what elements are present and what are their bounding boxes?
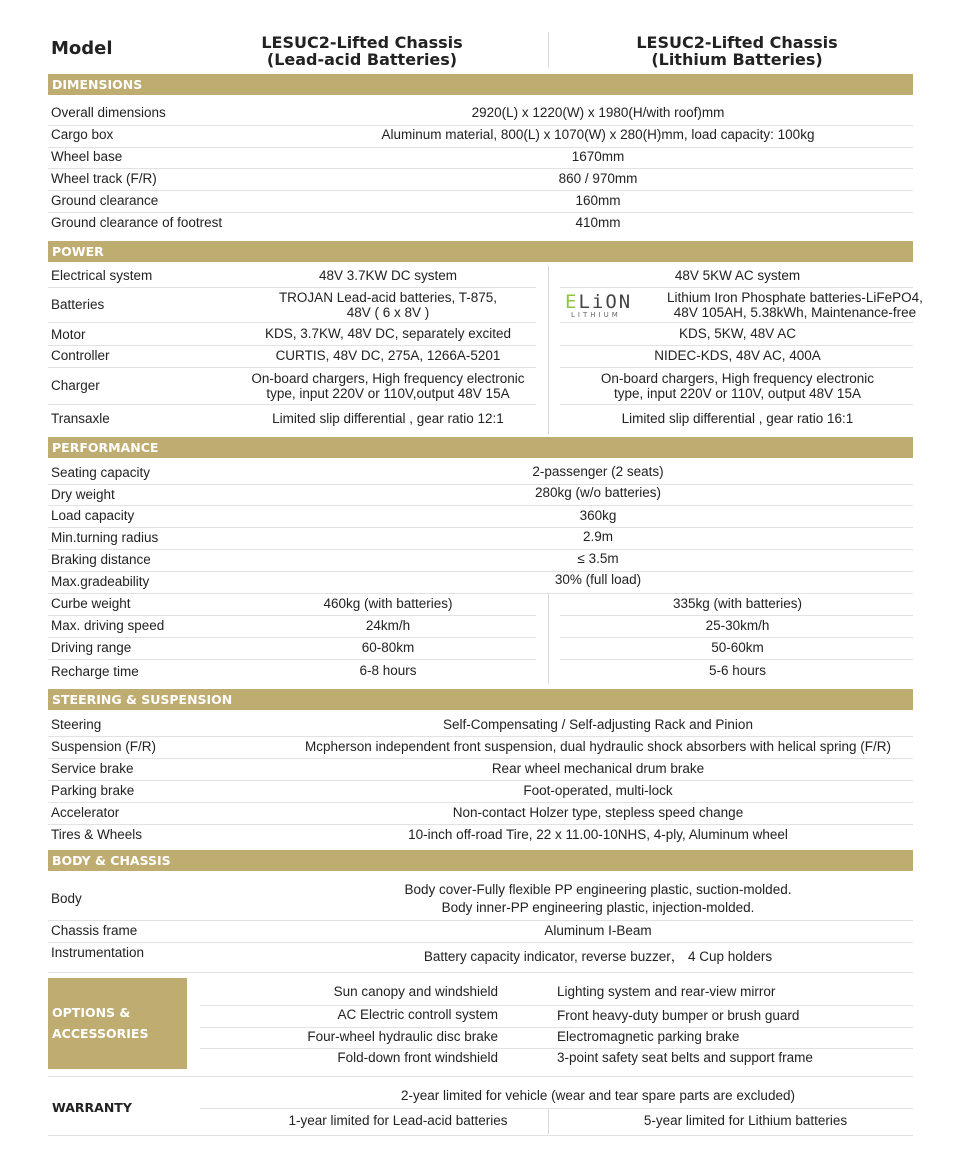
elion-lithium-logo: ELiON LITHIUM [565,291,633,319]
section-steering-suspension: STEERING & SUSPENSION [48,689,913,710]
row-label: Ground clearance of footrest [51,215,223,230]
warranty-heading: WARRANTY [52,1100,132,1115]
row-label: Cargo box [51,127,114,142]
lead-acid-value: 24km/h [365,618,411,633]
lithium-value: type, input 220V or 110V, output 48V 15A [614,386,861,401]
lithium-value: KDS, 5KW, 48V AC [678,326,797,341]
row-value: 160mm [575,193,621,208]
section-options-accessories [48,978,187,1069]
column-divider [548,32,549,68]
lead-acid-value: 48V 3.7KW DC system [318,268,458,283]
row-value: Battery capacity indicator, reverse buzzer， 4 Cup holders [423,949,773,964]
option-item: Sun canopy and windshield [333,984,498,999]
row-label: Steering [51,717,102,732]
lead-acid-value: 48V ( 6 x 8V ) [346,305,430,320]
model-heading: Model [51,38,113,59]
row-label: Charger [51,378,100,393]
column-divider [548,594,549,684]
lithium-value: 48V 105AH, 5.38kWh, Maintenance-free [673,305,917,320]
section-label-line: ACCESSORIES [52,1026,149,1041]
row-label: Braking distance [51,552,151,567]
row-value: 10-inch off-road Tire, 22 x 11.00-10NHS, 4-ply, Aluminum wheel [408,827,788,842]
row-value: 2-passenger (2 seats) [532,464,664,479]
option-item: 3-point safety seat belts and support frame [557,1050,813,1065]
row-label: Overall dimensions [51,105,166,120]
row-value: 2.9m [582,529,613,544]
option-item: Four-wheel hydraulic disc brake [307,1029,498,1044]
lead-acid-value: KDS, 3.7KW, 48V DC, separately excited [264,326,512,341]
row-value: 280kg (w/o batteries) [534,485,662,500]
column-heading-lead-acid [212,34,512,68]
row-value: Foot-operated, multi-lock [523,783,673,798]
column-heading-lithium [587,34,887,68]
row-label: Dry weight [51,487,115,502]
lithium-value: Limited slip differential , gear ratio 16:1 [621,411,854,426]
row-label: Motor [51,327,86,342]
row-value: Mcpherson independent front suspension, dual hydraulic shock absorbers with helical spring (F/R) [304,739,892,754]
lithium-value: On-board chargers, High frequency electronic [600,371,875,386]
lead-acid-value: On-board chargers, High frequency electronic [251,371,525,386]
row-value: Aluminum I-Beam [544,923,652,938]
row-label: Curbe weight [51,596,131,611]
lead-acid-value: 460kg (with batteries) [323,596,453,611]
row-label: Max.gradeability [51,574,150,589]
option-item: Electromagnetic parking brake [557,1029,740,1044]
column-divider [548,266,549,434]
row-value: Aluminum material, 800(L) x 1070(W) x 280(H)mm, load capacity: 100kg [381,127,815,142]
lithium-value: Lithium Iron Phosphate batteries-LiFePO4, [667,290,923,305]
row-label: Wheel base [51,149,123,164]
row-label: Max. driving speed [51,618,165,633]
option-item: Lighting system and rear-view mirror [557,984,776,999]
row-value: Rear wheel mechanical drum brake [491,761,705,776]
row-label: Min.turning radius [51,530,159,545]
row-value: Body inner-PP engineering plastic, injection-molded. [441,900,755,915]
row-value: Non-contact Holzer type, stepless speed change [452,805,744,820]
row-label: Controller [51,348,110,363]
row-label: Batteries [51,297,105,312]
row-label: Suspension (F/R) [51,739,157,754]
row-label: Transaxle [51,411,110,426]
option-item: AC Electric controll system [337,1007,498,1022]
row-value: ≤ 3.5m [577,551,619,566]
section-body-chassis: BODY & CHASSIS [48,850,913,871]
row-value: 860 / 970mm [558,171,638,186]
lead-acid-value: 60-80km [361,640,415,655]
row-value: 30% (full load) [554,572,642,587]
column-divider [548,1109,549,1134]
lithium-value: 5-6 hours [708,663,767,678]
warranty-lithium: 5-year limited for Lithium batteries [643,1113,848,1128]
row-label: Accelerator [51,805,120,820]
column-heading-line: LESUC2-Lifted Chassis [636,33,838,52]
lithium-value: 335kg (with batteries) [672,596,803,611]
lead-acid-value: CURTIS, 48V DC, 275A, 1266A-5201 [275,348,501,363]
lead-acid-value: Limited slip differential , gear ratio 12:1 [272,411,504,426]
section-label-line: OPTIONS & [52,1005,131,1020]
row-label: Service brake [51,761,134,776]
row-label: Driving range [51,640,132,655]
warranty-vehicle: 2-year limited for vehicle (wear and tear spare parts are excluded) [401,1088,795,1103]
row-value: 410mm [575,215,621,230]
lithium-value: 25-30km/h [705,618,770,633]
warranty-lead-acid: 1-year limited for Lead-acid batteries [288,1113,508,1128]
row-value: 1670mm [571,149,625,164]
lead-acid-value: type, input 220V or 110V,output 48V 15A [266,386,510,401]
row-label: Electrical system [51,268,153,283]
row-label: Wheel track (F/R) [51,171,157,186]
row-value: Body cover-Fully flexible PP engineering plastic, suction-molded. [404,882,792,897]
row-label: Seating capacity [51,465,151,480]
section-dimensions: DIMENSIONS [48,74,913,95]
row-label: Chassis frame [51,923,138,938]
column-heading-line: (Lead-acid Batteries) [266,50,458,69]
lead-acid-value: TROJAN Lead-acid batteries, T-875, [278,290,498,305]
row-label: Ground clearance [51,193,159,208]
section-performance: PERFORMANCE [48,437,913,458]
row-value: 2920(L) x 1220(W) x 1980(H/with roof)mm [471,105,725,120]
lithium-value: 50-60km [711,640,764,655]
row-label: Parking brake [51,783,135,798]
row-label: Tires & Wheels [51,827,143,842]
row-label: Recharge time [51,664,139,679]
row-value: Self-Compensating / Self-adjusting Rack and Pinion [443,717,753,732]
lithium-value: 48V 5KW AC system [674,268,801,283]
lead-acid-value: 6-8 hours [359,663,417,678]
row-label: Instrumentation [51,945,145,960]
option-item: Fold-down front windshield [337,1050,498,1065]
row-value: 360kg [579,508,617,523]
row-label: Body [51,891,82,906]
section-power: POWER [48,241,913,262]
option-item: Front heavy-duty bumper or brush guard [557,1008,800,1023]
column-heading-line: (Lithium Batteries) [651,50,823,69]
row-label: Load capacity [51,508,135,523]
column-heading-line: LESUC2-Lifted Chassis [261,33,463,52]
lithium-value: NIDEC-KDS, 48V AC, 400A [654,348,821,363]
